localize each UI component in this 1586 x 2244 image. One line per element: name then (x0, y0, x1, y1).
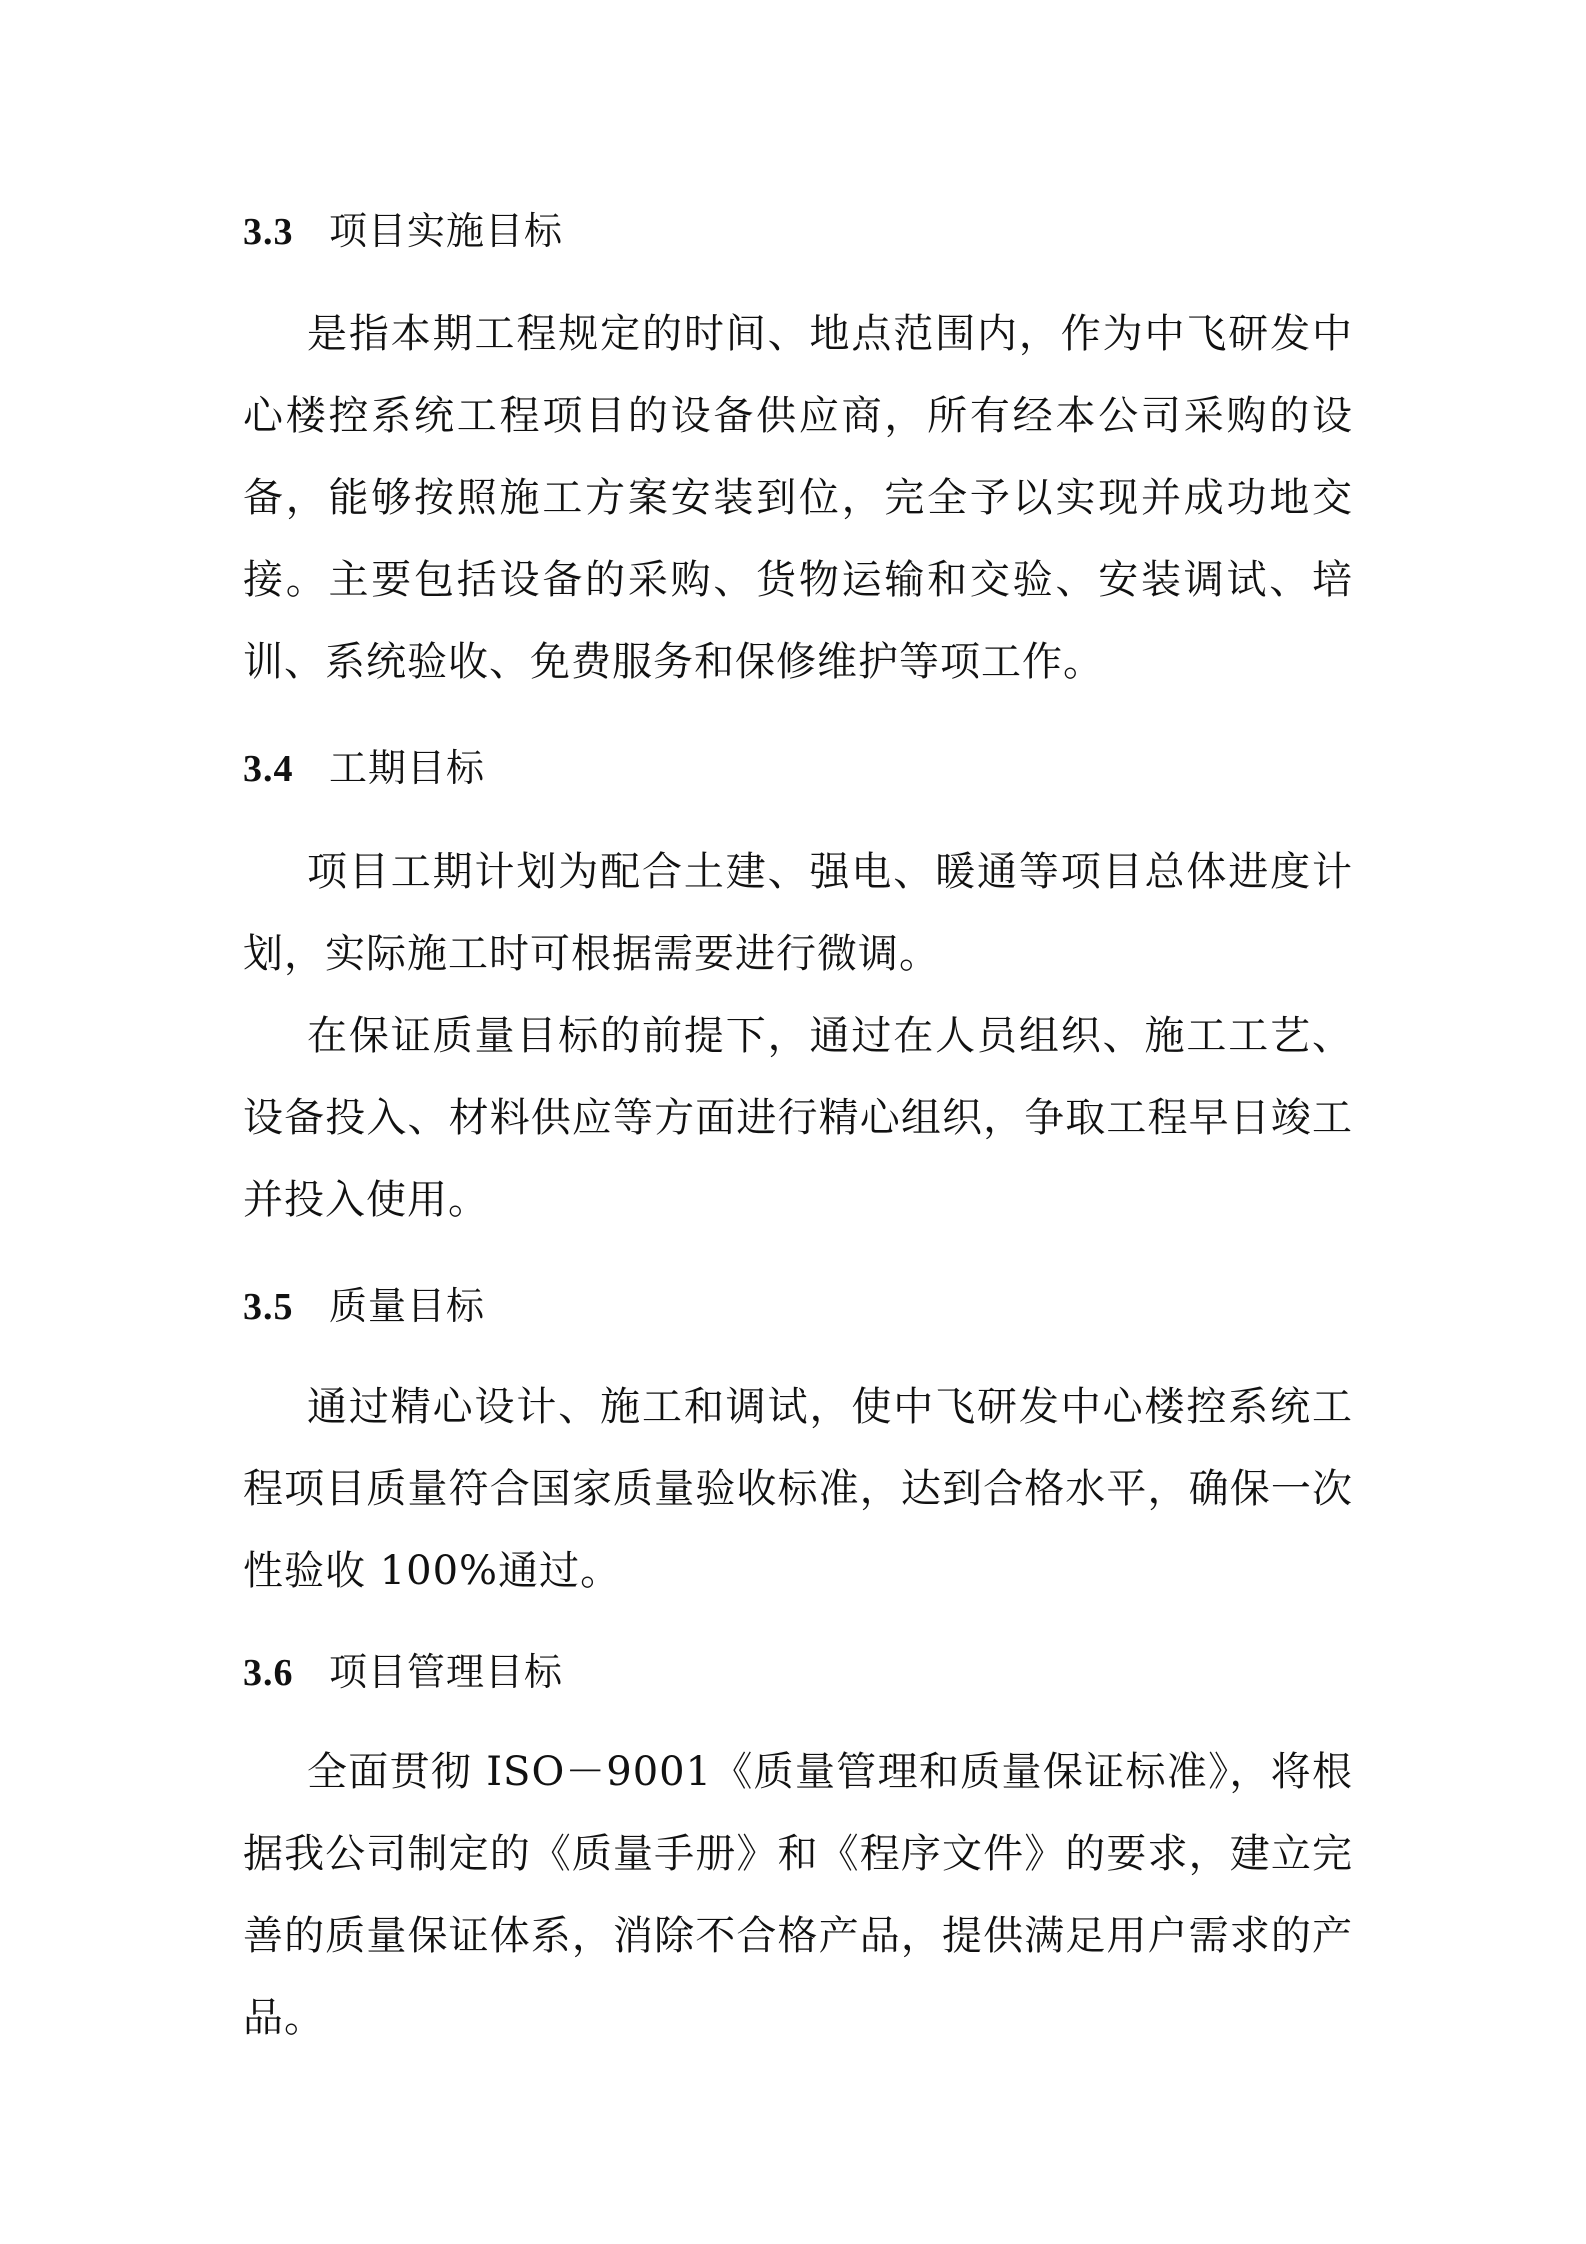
section-title: 工期目标 (329, 746, 486, 790)
section-number: 3.6 (243, 1652, 294, 1694)
section-title: 项目实施目标 (329, 209, 564, 253)
section-heading-3-4 (243, 742, 485, 795)
section-heading-3-5 (243, 1280, 485, 1333)
section-title: 项目管理目标 (329, 1650, 564, 1694)
section-heading-3-6 (243, 1646, 563, 1699)
section-number: 3.4 (243, 748, 294, 790)
section-title: 质量目标 (329, 1284, 486, 1328)
section-3-6-paragraph-1: 全面贯彻 ISO－9001《质量管理和质量保证标准》，将根据我公司制定的《质量手册》和《程序文件》的要求，建立完善的质量保证体系，消除不合格产品，提供满足用户需求的产品。 (243, 1749, 1353, 2041)
section-number: 3.3 (243, 211, 294, 253)
section-3-4-paragraph-2: 在保证质量目标的前提下，通过在人员组织、施工工艺、设备投入、材料供应等方面进行精心组织，争取工程早日竣工并投入使用。 (243, 1013, 1353, 1223)
section-3-5-paragraph-1: 通过精心设计、施工和调试，使中飞研发中心楼控系统工程项目质量符合国家质量验收标准，达到合格水平，确保一次性验收 100%通过。 (243, 1384, 1353, 1594)
section-3-4-paragraph-1: 项目工期计划为配合土建、强电、暖通等项目总体进度计划，实际施工时可根据需要进行微调。 (243, 849, 1353, 977)
section-number: 3.5 (243, 1286, 294, 1328)
section-heading-3-3 (243, 205, 563, 258)
section-3-3-paragraph-1: 是指本期工程规定的时间、地点范围内，作为中飞研发中心楼控系统工程项目的设备供应商，所有经本公司采购的设备，能够按照施工方案安装到位，完全予以实现并成功地交接。主要包括设备的采购、货物运输和交验、安装调试、培训、系统验收、免费服务和保修维护等项工作。 (243, 311, 1353, 685)
